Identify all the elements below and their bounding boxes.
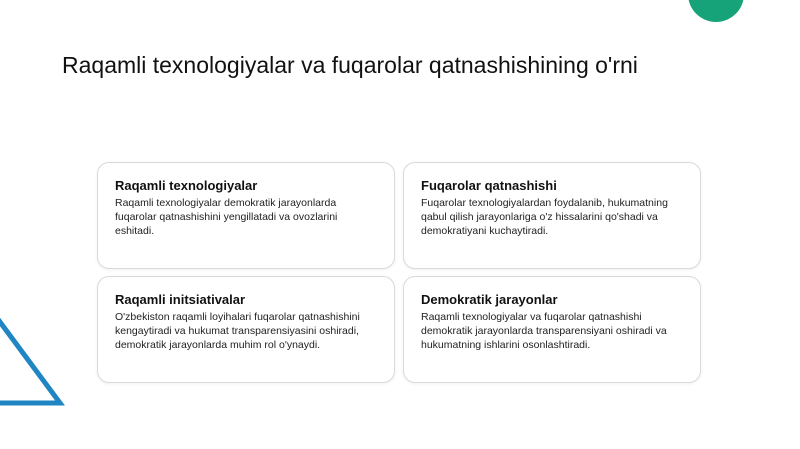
card-title: Fuqarolar qatnashishi (421, 178, 557, 193)
card-title: Demokratik jarayonlar (421, 292, 558, 307)
card-raqamli-texnologiyalar (97, 162, 395, 269)
card-text: O'zbekiston raqamli loyihalari fuqarolar qatnashishini kengaytiradi va hukumat transparensiyasini oshiradi, demokratik jarayonlarda muhim rol o'ynaydi. (115, 311, 360, 351)
card-title: Raqamli initsiativalar (115, 292, 246, 307)
decorative-green-circle (688, 0, 744, 22)
card-text: Raqamli texnologiyalar va fuqarolar qatnashishi demokratik jarayonlarda transparensiyani oshiradi va hukumatning ishlarini osonlashtiradi. (421, 311, 667, 351)
card-fuqarolar-qatnashishi (403, 162, 701, 269)
card-raqamli-initsiativalar (97, 276, 395, 383)
card-text: Fuqarolar texnologiyalardan foydalanib, hukumatning qabul qilish jarayonlariga o'z hissalarini qo'shadi va demokratiyani kuchaytiradi. (421, 197, 668, 237)
slide-title: Raqamli texnologiyalar va fuqarolar qatnashishining o'rni (62, 52, 638, 78)
card-title: Raqamli texnologiyalar (115, 178, 258, 193)
card-demokratik-jarayonlar (403, 276, 701, 383)
card-text: Raqamli texnologiyalar demokratik jarayonlarda fuqarolar qatnashishini yengillatadi va ovozlarini eshitadi. (115, 197, 338, 237)
decorative-triangle-outline (0, 285, 70, 410)
